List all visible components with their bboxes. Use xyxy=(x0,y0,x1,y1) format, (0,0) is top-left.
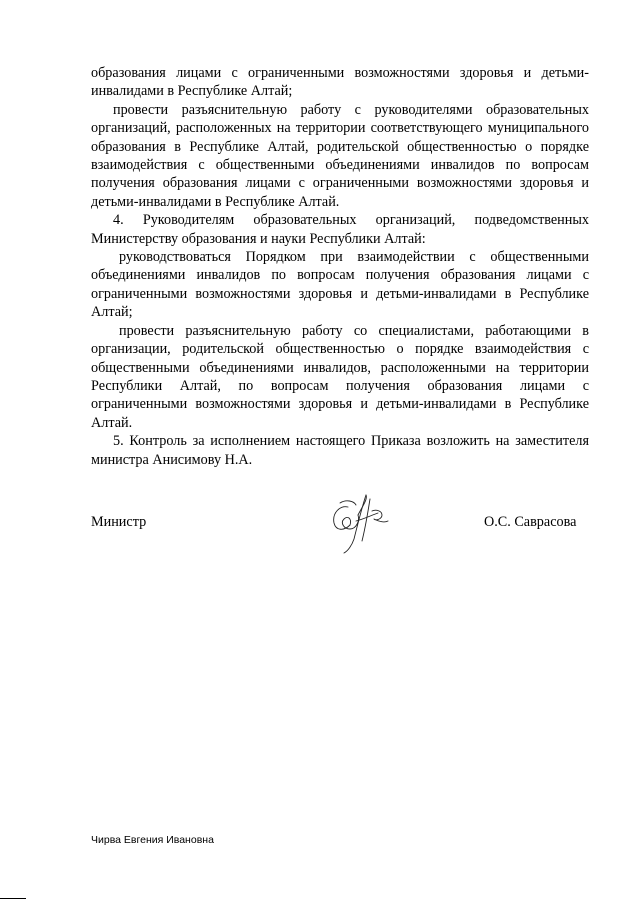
document-body xyxy=(91,64,589,469)
executor-name: Чирва Евгения Ивановна xyxy=(91,834,214,846)
signer-name: О.С. Саврасова xyxy=(484,514,577,530)
paragraph-item-5: 5. Контроль за исполнением настоящего Приказа возложить на заместителя министра Анисимову Н.А. xyxy=(91,433,589,468)
handwritten-signature xyxy=(326,493,394,555)
paragraph-explanatory-work-staff: провести разъяснительную работу со специалистами, работающими в организации, родительской общественностью о порядке взаимодействия с общественными объединениями инвалидов, расположенными на территории Республики Алтай, по вопросам получения образования лицами с ограниченными возможностями здоровья и детьми-инвалидами в Республике Алтай. xyxy=(91,322,589,431)
footer-divider xyxy=(0,898,26,899)
paragraph-explanatory-work-municipal: провести разъяснительную работу с руководителями образовательных организаций, расположенных на территории соответствующего муниципального образования в Республике Алтай, родительской общественностью о порядке взаимодействия с общественными объединениями инвалидов по вопросам получения образования лицами с ограниченными возможностями здоровья и детьми-инвалидами в Республике Алтай. xyxy=(91,101,589,210)
paragraph-continuation: образования лицами с ограниченными возможностями здоровья и детьми-инвалидами в Республике Алтай; xyxy=(91,65,589,100)
paragraph-follow-procedure: руководствоваться Порядком при взаимодействии с общественными объединениями инвалидов по вопросам получения образования лицами с ограниченными возможностями здоровья и детьми-инвалидами в Республике Алтай; xyxy=(91,249,589,321)
signer-position: Министр xyxy=(91,514,147,530)
paragraph-item-4: 4. Руководителям образовательных организаций, подведомственных Министерству образования и науки Республики Алтай: xyxy=(91,212,589,247)
